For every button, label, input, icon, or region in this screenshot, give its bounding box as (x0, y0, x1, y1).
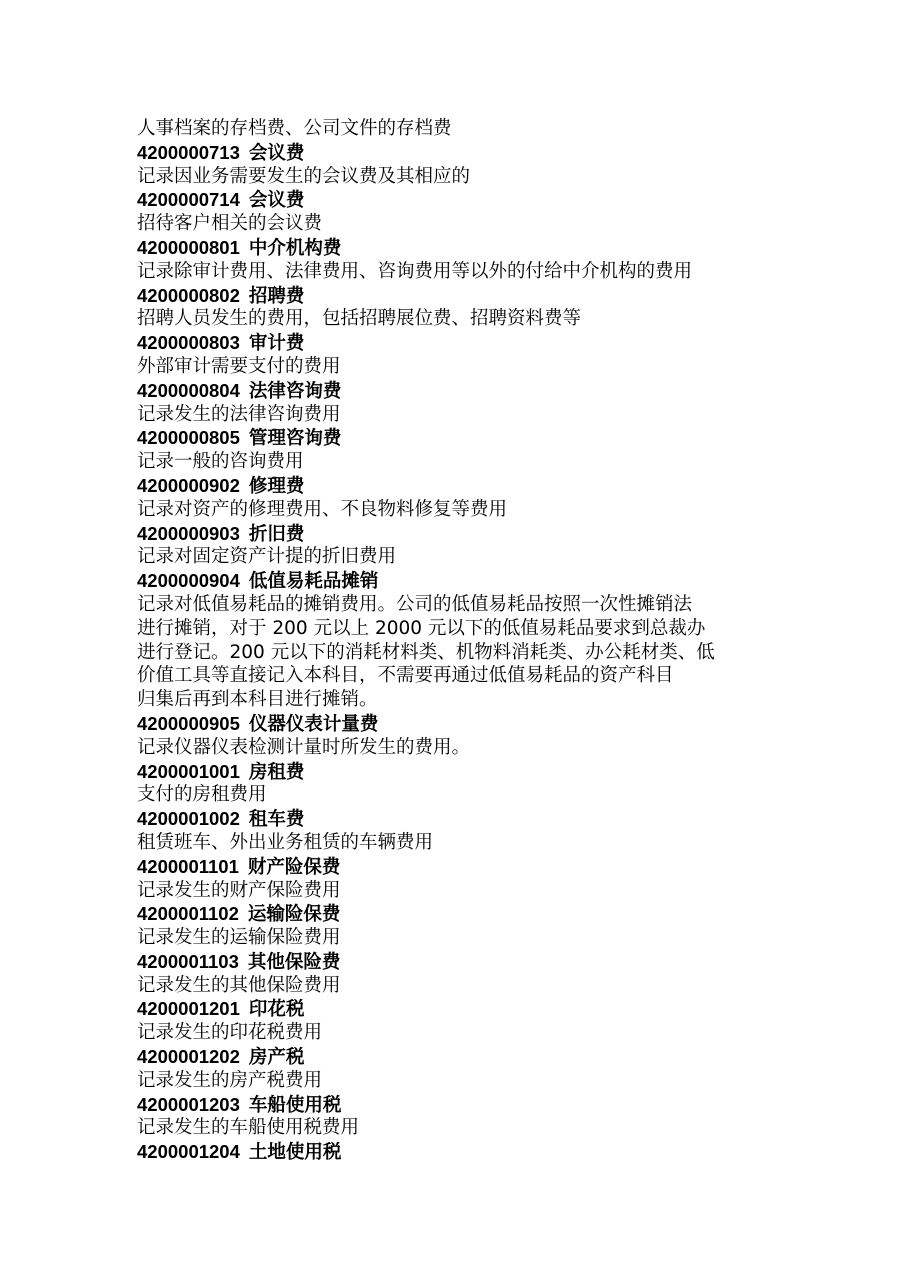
account-name: 会议费 (248, 141, 305, 163)
account-description: 外部审计需要支付的费用 (137, 355, 341, 377)
account-code: 4200000713 (137, 141, 240, 163)
account-heading (137, 1140, 777, 1164)
account-entry (137, 855, 777, 903)
account-description: 租赁班车、外出业务租赁的车辆费用 (137, 831, 434, 853)
account-code: 4200001203 (137, 1093, 240, 1115)
account-code: 4200001001 (137, 760, 240, 782)
account-description: 进行登记。200 元以下的消耗材料类、机物料消耗类、办公耗材类、低 (137, 641, 715, 663)
account-description: 记录除审计费用、法律费用、咨询费用等以外的付给中介机构的费用 (137, 260, 693, 282)
account-heading (137, 855, 777, 879)
account-code: 4200000805 (137, 427, 240, 449)
account-name: 中介机构费 (248, 236, 342, 258)
account-entry (137, 331, 777, 379)
account-code: 4200000803 (137, 332, 240, 354)
account-entry (137, 474, 777, 522)
account-description: 记录发生的车船使用税费用 (137, 1117, 360, 1139)
intro-text: 人事档案的存档费、公司文件的存档费 (137, 118, 452, 139)
account-code: 4200000714 (137, 189, 240, 211)
account-code: 4200001204 (137, 1141, 240, 1163)
account-heading (137, 141, 777, 165)
account-code: 4200000903 (137, 522, 240, 544)
account-name: 修理费 (248, 474, 305, 496)
account-entry (137, 760, 777, 808)
account-entry (137, 1045, 777, 1093)
account-name: 车船使用税 (248, 1093, 342, 1115)
account-heading (137, 1093, 777, 1117)
account-entry (137, 522, 777, 570)
account-name: 其他保险费 (247, 950, 341, 972)
account-description: 记录发生的印花税费用 (137, 1022, 323, 1044)
account-entry (137, 426, 777, 474)
account-entry (137, 902, 777, 950)
account-heading (137, 950, 777, 974)
account-description: 支付的房租费用 (137, 784, 267, 806)
account-entry (137, 1140, 777, 1164)
account-entry (137, 379, 777, 427)
account-description: 记录一般的咨询费用 (137, 451, 304, 473)
account-description: 记录仪器仪表检测计量时所发生的费用。 (137, 736, 471, 758)
account-heading (137, 426, 777, 450)
account-heading (137, 902, 777, 926)
account-code: 4200000905 (137, 712, 240, 734)
document-page (137, 117, 777, 1164)
account-description: 记录发生的房产税费用 (137, 1069, 323, 1091)
account-description: 记录发生的运输保险费用 (137, 927, 341, 949)
account-description: 记录发生的法律咨询费用 (137, 403, 341, 425)
account-description: 招待客户相关的会议费 (137, 213, 323, 235)
account-description: 记录因业务需要发生的会议费及其相应的 (137, 165, 471, 187)
account-name: 印花税 (248, 998, 305, 1020)
account-heading (137, 522, 777, 546)
account-entry (137, 807, 777, 855)
account-entry (137, 188, 777, 236)
account-name: 租车费 (248, 808, 305, 830)
account-name: 法律咨询费 (248, 379, 342, 401)
account-name: 仪器仪表计量费 (248, 712, 379, 734)
account-code: 4200001101 (137, 855, 239, 877)
account-entry-list (137, 141, 777, 1164)
account-description: 记录对资产的修理费用、不良物料修复等费用 (137, 498, 508, 520)
account-heading (137, 997, 777, 1021)
account-heading (137, 712, 777, 736)
account-description: 价值工具等直接记入本科目，不需要再通过低值易耗品的资产科目 (137, 665, 674, 687)
account-code: 4200001201 (137, 998, 240, 1020)
account-heading (137, 807, 777, 831)
account-entry (137, 236, 777, 284)
account-description: 进行摊销，对于 200 元以上 2000 元以下的低值易耗品要求到总裁办 (137, 617, 706, 639)
account-code: 4200000802 (137, 284, 240, 306)
account-code: 4200001202 (137, 1046, 240, 1068)
account-description: 归集后再到本科目进行摊销。 (137, 689, 378, 711)
account-description: 招聘人员发生的费用，包括招聘展位费、招聘资料费等 (137, 308, 582, 330)
account-heading (137, 331, 777, 355)
account-entry (137, 284, 777, 332)
account-heading (137, 1045, 777, 1069)
account-description: 记录对固定资产计提的折旧费用 (137, 546, 397, 568)
account-name: 运输险保费 (247, 903, 341, 925)
account-name: 低值易耗品摊销 (248, 570, 379, 592)
account-description: 记录发生的其他保险费用 (137, 974, 341, 996)
account-name: 审计费 (248, 332, 305, 354)
account-code: 4200000904 (137, 570, 240, 592)
account-heading (137, 569, 777, 593)
account-name: 房产税 (248, 1046, 305, 1068)
account-entry (137, 712, 777, 760)
account-code: 4200000801 (137, 236, 240, 258)
account-heading (137, 236, 777, 260)
account-code: 4200000804 (137, 379, 240, 401)
account-heading (137, 760, 777, 784)
account-heading (137, 284, 777, 308)
account-entry (137, 950, 777, 998)
account-name: 财产险保费 (247, 855, 341, 877)
account-description: 记录对低值易耗品的摊销费用。公司的低值易耗品按照一次性摊销法 (137, 593, 693, 615)
account-entry (137, 141, 777, 189)
account-heading (137, 379, 777, 403)
account-heading (137, 188, 777, 212)
account-name: 管理咨询费 (248, 427, 342, 449)
account-code: 4200001103 (137, 950, 239, 972)
account-heading (137, 474, 777, 498)
account-name: 房租费 (248, 760, 305, 782)
account-entry (137, 997, 777, 1045)
account-name: 折旧费 (248, 522, 305, 544)
account-name: 土地使用税 (248, 1141, 342, 1163)
account-code: 4200001102 (137, 903, 239, 925)
account-description: 记录发生的财产保险费用 (137, 879, 341, 901)
account-entry (137, 569, 777, 712)
account-name: 会议费 (248, 189, 305, 211)
account-code: 4200001002 (137, 808, 240, 830)
account-code: 4200000902 (137, 474, 240, 496)
account-name: 招聘费 (248, 284, 305, 306)
account-entry (137, 1093, 777, 1141)
